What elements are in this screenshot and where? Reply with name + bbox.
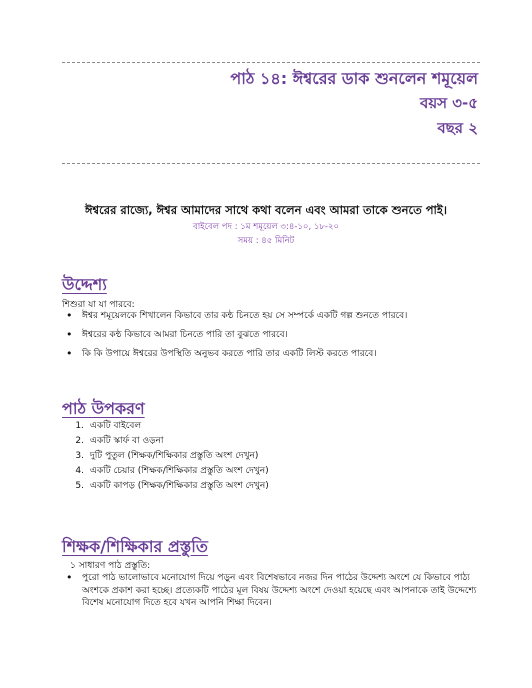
material-text: একটি চেয়ার (শিক্ষক/শিক্ষিকার প্রস্তুতি অংশ দেখুন) (90, 466, 269, 476)
preparation-list (62, 572, 482, 617)
preparation-subheading: ১ সাধারণ পাঠ প্রস্তুতি: (70, 561, 151, 571)
material-text: দুটি পুতুল (শিক্ষক/শিক্ষিকার প্রস্তুতি অংশ দেখুন) (90, 451, 259, 461)
preparation-heading: শিক্ষক/শিক্ষিকার প্রস্তুতি (62, 537, 208, 556)
goals-list (62, 310, 482, 367)
goal-item: • কি কি উপায়ে ঈশ্বরের উপস্থিতি অনুভব করতে পারি তার একটি লিস্ট করতে পারবে। (62, 348, 482, 360)
material-number: 5. (75, 481, 84, 491)
preparation-item: • পুরো পাঠ ভালোভাবে মনোযোগ দিয়ে পড়ুন এবং বিশেষভাবে নজর দিন পাঠের উদ্দেশ্য অংশে যে কিভাবে পাঠ্য অংশকে প্রকাশ করা হচ্ছে। প্রত্যেকটি পাঠের মূল বিষয় উদ্দেশ্য অংশে দেওয়া হয়েছে এবং আপনাকে তাই উদ্দেশ্যে বিশেষ মনোযোগ দিতে হবে যখন আপনি শিক্ষা দিবেন। (62, 572, 482, 610)
material-number: 3. (75, 451, 84, 461)
goal-item: • ঈশ্বরের কন্ঠ কিভাবে আমরা চিনতে পারি তা বুঝতে পারবে। (62, 329, 482, 341)
material-number: 4. (75, 466, 84, 476)
material-text: একটি কাপড় (শিক্ষক/শিক্ষিকার প্রস্তুতি অংশ দেখুন) (90, 481, 269, 491)
material-item (62, 480, 269, 493)
materials-heading: পাঠ উপকরণ (62, 399, 145, 418)
goals-intro: শিশুরা যা যা পারবে: (62, 300, 135, 310)
material-text: একটি স্কার্ফ বা ওড়না (90, 436, 164, 446)
top-divider (62, 62, 480, 63)
material-item (62, 465, 269, 478)
material-item (62, 420, 269, 433)
bottom-divider (62, 163, 480, 164)
materials-list (62, 420, 269, 495)
goals-heading: উদ্দেশ্য (62, 275, 107, 294)
lesson-title: পাঠ ১৪: ঈশ্বরের ডাক শুনলেন শমূয়েল (230, 69, 478, 88)
lesson-theme: ঈশ্বরের রাজ্যে, ঈশ্বর আমাদের সাথে কথা বলেন এবং আমরা তাকে শুনতে পাই। (85, 203, 447, 217)
bible-reference: বাইবেল পদ : ১ম শমূয়েল ৩:৪-১০, ১৮-২০ (192, 222, 340, 232)
material-number: 2. (75, 436, 84, 446)
age-range: বয়স ৩-৫ (419, 94, 478, 112)
material-item (62, 435, 269, 448)
lesson-duration: সময় : ৪৫ মিনিট (237, 236, 295, 246)
material-item (62, 450, 269, 463)
material-number: 1. (75, 421, 84, 431)
year-label: বছর ২ (437, 119, 478, 137)
goal-item: • ঈশ্বর শমূয়েলকে শিখালেন কিভাবে তার কন্ঠ চিনতে হয় সে সম্পর্কে একটি গল্প শুনতে পারবে। (62, 310, 482, 322)
material-text: একটি বাইবেল (90, 421, 142, 431)
